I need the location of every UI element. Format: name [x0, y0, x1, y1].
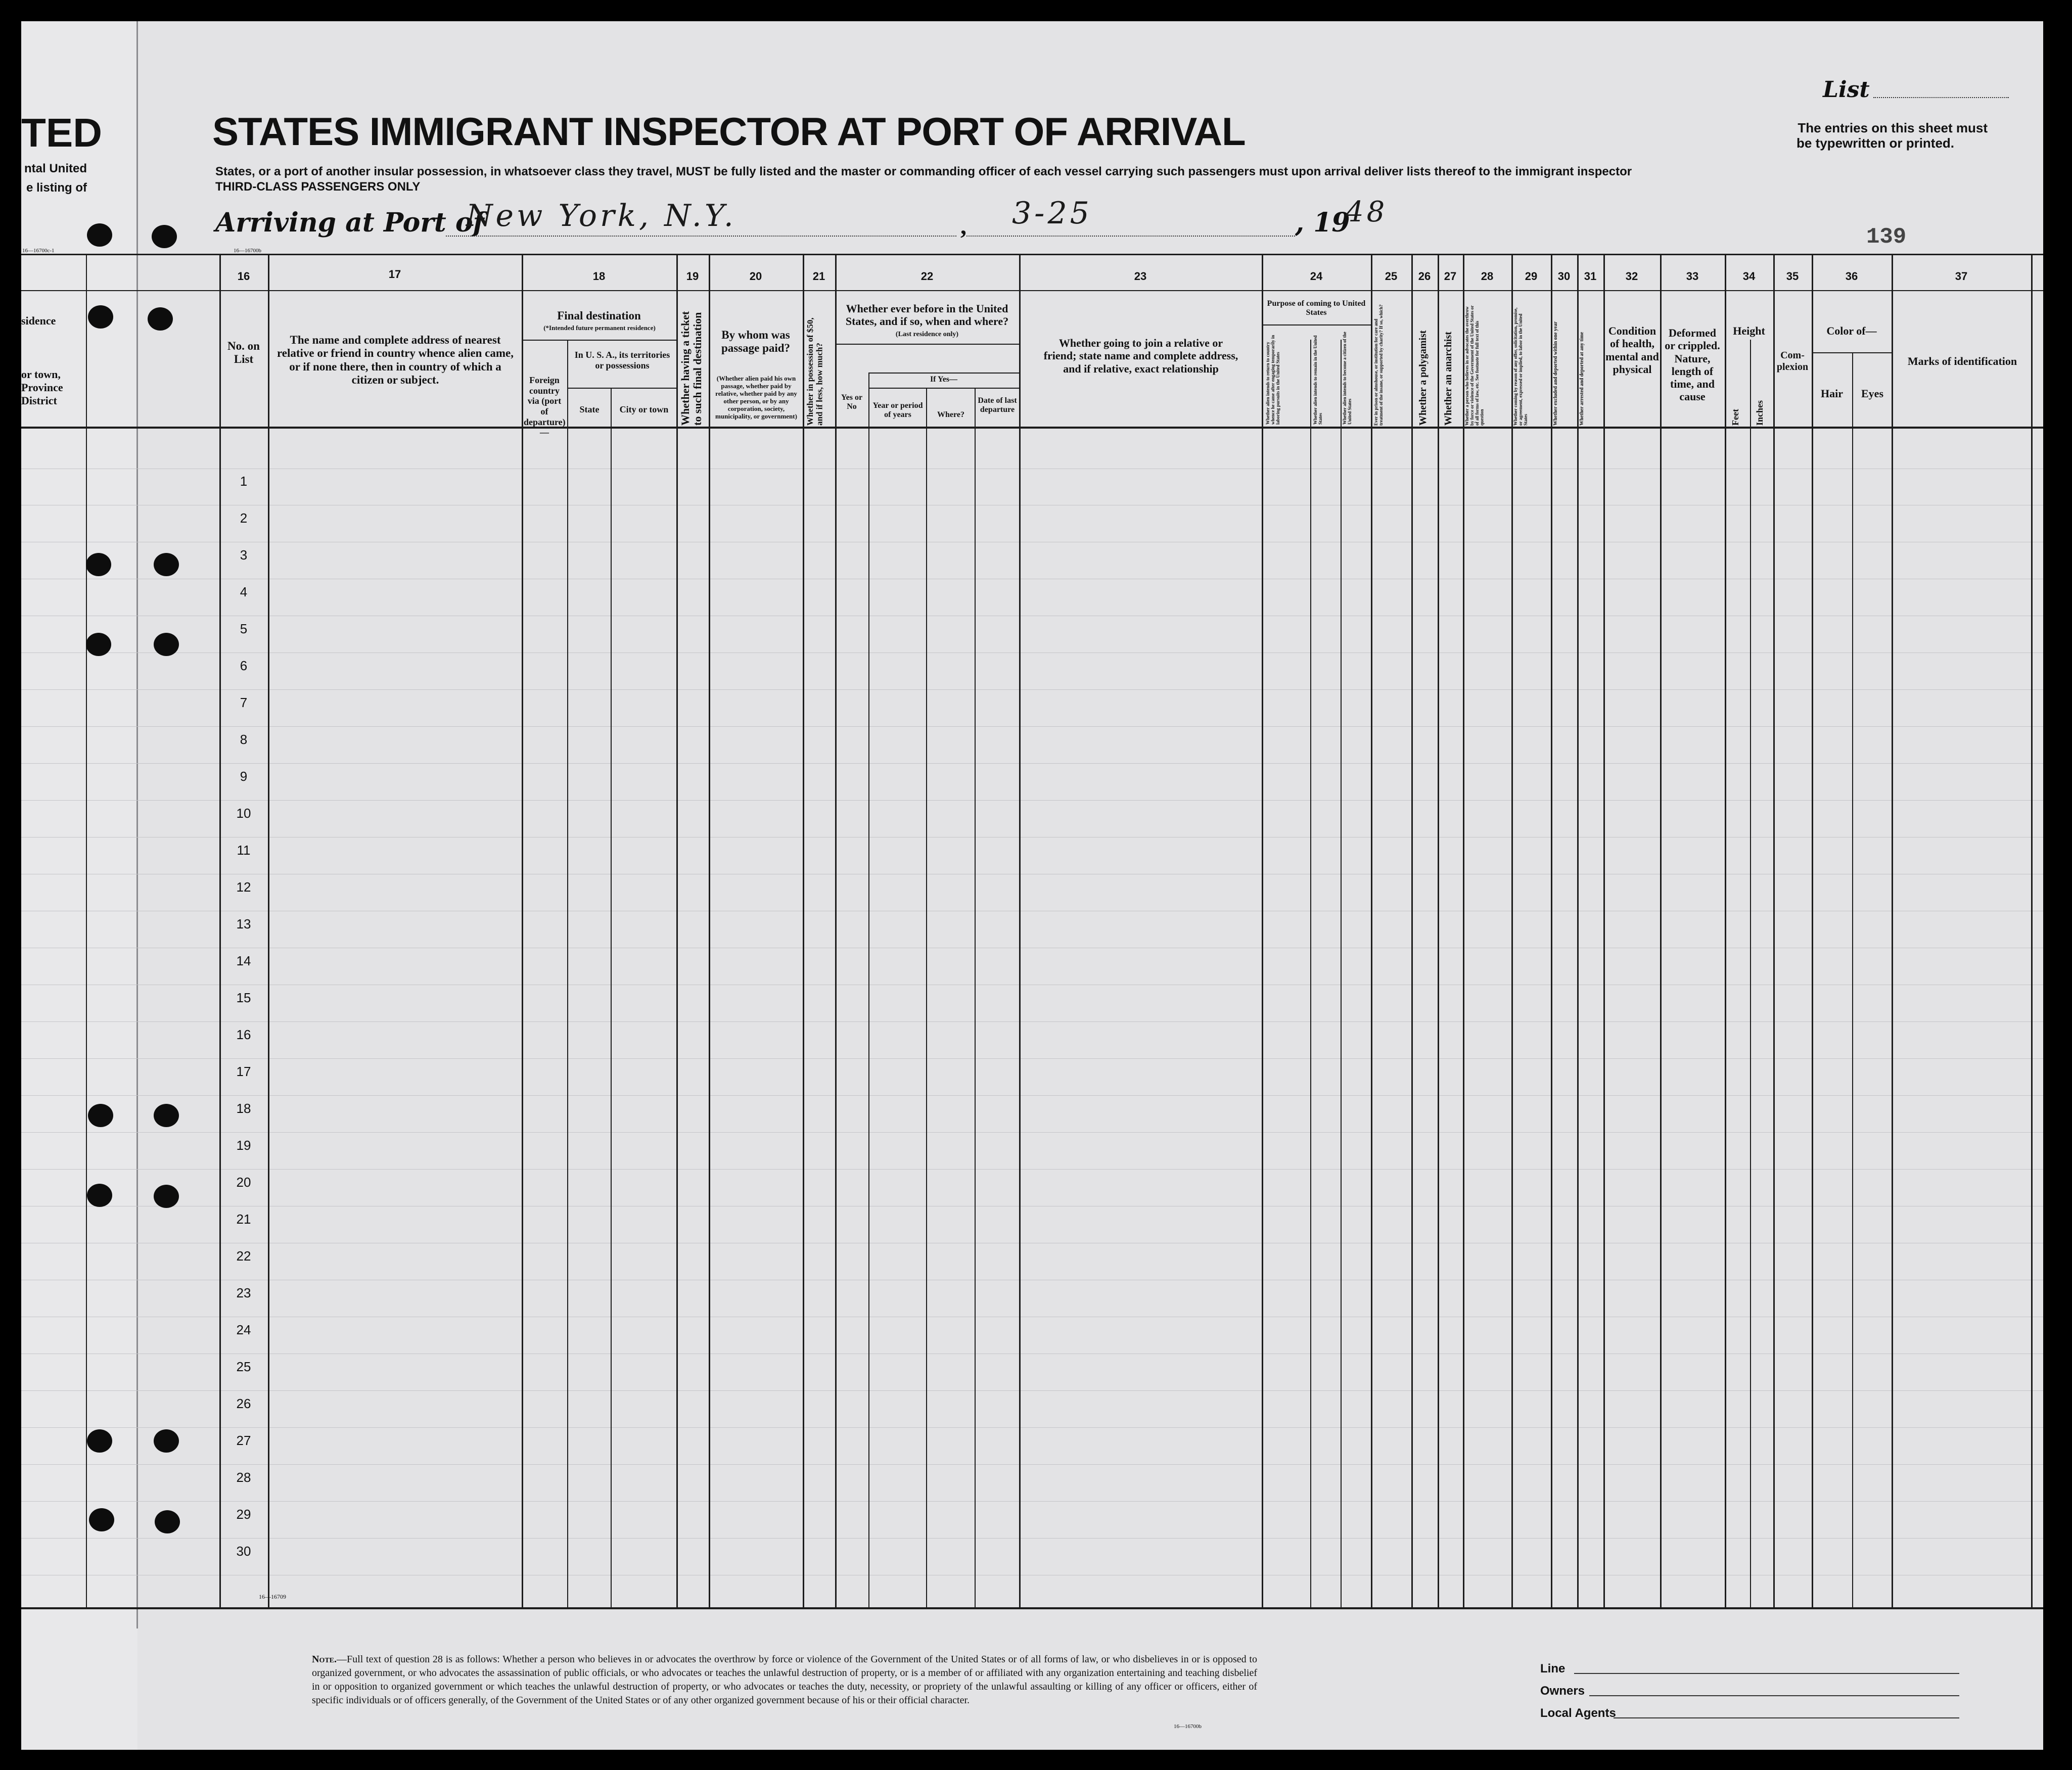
footer-note-text: —Full text of question 28 is as follows: Whether a person who believes in or advocates the overthrow by force or violence of the Government of the United States or of all forms of law, or who disbelieves in or is opposed to organized government, or who advocates the assassination of public officials, or who advocates or teaches the unlawful destruction of property, or is a member of or affiliated with any organization entertaining and teaching disbelief in or opposition to organized government or which teaches the unlawful destruction of property, or who advocates or teaches the duty, necessity, or propriety of the unlawful assaulting or killing of any officer or officers, either of specific individuals or of officers generally, of the Government of the United States or of any other organized government because of his or their official character. [312, 1654, 1257, 1706]
row-number: 29 [236, 1507, 251, 1522]
row-number: 15 [236, 990, 251, 1005]
col-num-24: 24 [1310, 270, 1323, 283]
header-ticket: Whether having a ticket to such final destination [679, 311, 704, 426]
header-relative-address: The name and complete address of nearest relative or friend in country whence alien came, or if none there, then in country of which a citizen or subject. [277, 334, 514, 387]
header-foreign-country: Foreign country via (port of departure)— [524, 375, 566, 438]
header-in-usa: In U. S. A., its territories or possessions [574, 350, 670, 370]
header-where: Where? [937, 410, 964, 419]
row-number: 19 [236, 1138, 251, 1153]
header-marks: Marks of identification [1907, 355, 2017, 367]
row-number: 25 [236, 1359, 251, 1374]
row-number: 6 [240, 658, 248, 673]
punch-hole [148, 307, 173, 331]
footer-form-code: 16—16709 [259, 1593, 286, 1600]
row-number: 20 [236, 1175, 251, 1190]
header-eyes: Eyes [1861, 387, 1883, 400]
year-handwritten: 48 [1346, 196, 1388, 228]
col-num-33: 33 [1686, 270, 1699, 283]
table-bottom-line [21, 1607, 2043, 1609]
row-number: 26 [236, 1396, 251, 1411]
left-page-edge [21, 21, 137, 1750]
col-num-23: 23 [1134, 270, 1147, 283]
row-number: 22 [236, 1248, 251, 1264]
subtitle-line2: THIRD-CLASS PASSENGERS ONLY [215, 180, 421, 194]
punch-hole [154, 553, 179, 576]
row-number: 27 [236, 1433, 251, 1448]
row-number: 17 [236, 1064, 251, 1079]
row-number: 18 [236, 1101, 251, 1116]
col-num-31: 31 [1584, 270, 1597, 283]
row-number: 1 [240, 474, 248, 489]
row-number: 12 [236, 879, 251, 895]
port-handwritten: New York, N.Y. [466, 198, 736, 234]
header-anarchist: Whether an anarchist [1443, 332, 1454, 426]
left-partial-sub1: ntal United [24, 162, 87, 175]
footer-note [312, 1653, 1257, 1707]
header-join-relative: Whether going to join a relative or friend; state name and complete address, and if relative, exact relationship [1043, 337, 1238, 375]
row-number: 7 [240, 695, 248, 710]
row-number: 11 [237, 843, 251, 858]
row-number: 30 [236, 1544, 251, 1559]
row-number: 4 [240, 584, 248, 599]
punch-hole [154, 1429, 179, 1453]
row-number: 24 [236, 1322, 251, 1337]
footer-owners-label: Owners [1540, 1684, 1585, 1698]
footer-agents-label: Local Agents [1540, 1706, 1616, 1720]
header-bottom-line [21, 427, 2043, 429]
header-arrested: Whether arrested and deported at any time [1579, 332, 1585, 426]
punch-hole [154, 1104, 179, 1127]
footer-note-code: 16—16700b [1174, 1724, 1202, 1730]
row-number: 28 [236, 1470, 251, 1485]
left-partial-title: TED [21, 110, 102, 155]
header-final-destination: Final destination [557, 309, 641, 322]
header-polygamist: Whether a polygamist [1417, 330, 1429, 426]
col-num-27: 27 [1444, 270, 1457, 283]
left-town-line2: Province [21, 381, 63, 394]
header-inches: Inches [1755, 400, 1765, 426]
row-number: 21 [236, 1212, 251, 1227]
punch-hole [86, 633, 111, 656]
row-number: 10 [236, 806, 251, 821]
row-number: 23 [236, 1285, 251, 1300]
col-num-18: 18 [592, 270, 606, 283]
punch-hole [87, 1184, 112, 1207]
list-label: List [1823, 77, 1870, 103]
note-right-line2: be typewritten or printed. [1797, 135, 1955, 151]
punch-hole [155, 1510, 180, 1533]
punch-hole [87, 1429, 112, 1453]
list-number-line [1873, 97, 2009, 98]
header-purpose-citizen: Whether alien intends to become a citizen of the United States [1342, 332, 1352, 425]
header-city: City or town [619, 404, 669, 414]
row-number: 9 [240, 769, 248, 784]
col-num-16: 16 [237, 270, 250, 283]
col-num-17: 17 [388, 268, 401, 281]
punch-hole [88, 305, 113, 329]
form-code-left: 16—16700b [234, 248, 261, 254]
header-state: State [579, 404, 600, 414]
row-number: 2 [240, 510, 248, 526]
left-partial-sub2: e listing of [26, 181, 87, 195]
subtitle-line1: States, or a port of another insular possession, in whatsoever class they travel, MUST be fully listed and the master or commanding officer of each vessel carrying such passengers must upon arrival deliver lists thereof to the immigrant inspector [215, 165, 1632, 178]
header-overthrow: Whether a person who believes in or advocates the overthrow by force or violence of the Government of the United States or of all forms of law, etc. See footnote for full text of this question [1464, 305, 1485, 426]
punch-hole [86, 553, 111, 576]
left-town-line3: District [21, 394, 57, 407]
row-number: 5 [240, 621, 248, 636]
arriving-label: Arriving at Port of [215, 207, 484, 238]
page-title: STATES IMMIGRANT INSPECTOR AT PORT OF ARRIVAL [212, 109, 1246, 154]
header-date-departure: Date of last departure [978, 396, 1017, 414]
header-excluded: Whether excluded and deported within one year [1553, 321, 1558, 426]
sheet-number: 139 [1866, 224, 1907, 250]
punch-hole [154, 1185, 179, 1208]
table-top-line [21, 254, 2043, 255]
note-right-line1: The entries on this sheet must [1798, 120, 1988, 135]
comma-after-port: , [960, 213, 966, 240]
footer-note-label: Note. [312, 1654, 337, 1665]
header-purpose-remain: Whether alien intends to remain in the United States [1313, 335, 1323, 425]
form-code-far-left: 16—16700c-1 [22, 248, 55, 254]
header-complexion: Com-plexion [1776, 350, 1809, 372]
header-yes-no: Yes or No [841, 393, 863, 411]
row-number: 14 [236, 953, 251, 968]
column-number-line [21, 290, 2043, 291]
punch-hole [152, 225, 177, 248]
col-num-19: 19 [686, 270, 699, 283]
date-handwritten: 3-25 [1012, 196, 1092, 231]
page-fold-line [136, 21, 138, 1628]
col-num-29: 29 [1525, 270, 1538, 283]
manifest-sheet [21, 21, 2043, 1750]
col-num-22: 22 [920, 270, 934, 283]
header-deformed: Deformed or crippled. Nature, length of time, and cause [1665, 327, 1720, 403]
header-by-whom-note: (Whether alien paid his own passage, whether paid by relative, whether paid by any other person, or by any corporation, society, municipality, or government) [715, 375, 797, 420]
footer-line-label: Line [1540, 1662, 1565, 1675]
col-num-21: 21 [812, 270, 825, 283]
date-line [966, 236, 1295, 237]
col-num-28: 28 [1481, 270, 1494, 283]
col-num-30: 30 [1557, 270, 1571, 283]
header-condition: Condition of health, mental and physical [1605, 324, 1659, 376]
header-purpose: Purpose of coming to United States [1267, 299, 1366, 317]
col-num-32: 32 [1625, 270, 1638, 283]
punch-hole [154, 633, 179, 656]
header-no-on-list: No. on List [227, 340, 260, 366]
header-hair: Hair [1821, 387, 1843, 400]
col-num-25: 25 [1385, 270, 1398, 283]
col-num-35: 35 [1786, 270, 1799, 283]
header-color-of: Color of— [1826, 324, 1877, 337]
punch-hole [87, 223, 112, 247]
header-height: Height [1733, 324, 1765, 337]
row-number: 3 [240, 547, 248, 563]
header-offer-labor: Whether coming by reason of any offer, solicitation, promise, or agreement, expressed or implied, to labor in the United States [1513, 307, 1528, 426]
left-town-line1: or town, [21, 368, 61, 381]
header-possession: Whether in possession of $50, and if less, how much? [805, 317, 824, 426]
punch-hole [89, 1508, 114, 1531]
header-final-destination-note: (*Intended future permanent residence) [543, 324, 656, 332]
header-last-residence: (Last residence only) [895, 331, 959, 338]
footer-line-field [1574, 1673, 1959, 1674]
header-year-period: Year or period of years [872, 401, 923, 420]
footer-owners-field [1589, 1695, 1959, 1696]
row-number: 13 [236, 916, 251, 931]
col-num-20: 20 [749, 270, 762, 283]
port-line [446, 236, 956, 237]
row-number: 16 [236, 1027, 251, 1042]
footer-agents-field [1614, 1717, 1959, 1718]
col-num-36: 36 [1845, 270, 1858, 283]
header-prison: Ever in prison or almshouse, or institution for care and treatment of the insane, or supported by charity? If so, which? [1373, 304, 1384, 426]
year-prefix: , 19 [1295, 207, 1350, 238]
col-num-26: 26 [1418, 270, 1431, 283]
col-num-34: 34 [1742, 270, 1756, 283]
header-purpose-return: Whether alien intends to return to country whence he came after engaging temporarily in laboring pursuits in the United States [1265, 335, 1280, 425]
row-number: 8 [240, 732, 248, 747]
header-feet: Feet [1730, 409, 1740, 426]
col-num-37: 37 [1955, 270, 1968, 283]
header-if-yes: If Yes— [930, 375, 958, 384]
punch-hole [88, 1104, 113, 1127]
header-by-whom: By whom was passage paid? [721, 329, 791, 355]
left-residence-label: sidence [21, 314, 56, 327]
header-ever-before: Whether ever before in the United States, and if so, when and where? [845, 302, 1009, 328]
